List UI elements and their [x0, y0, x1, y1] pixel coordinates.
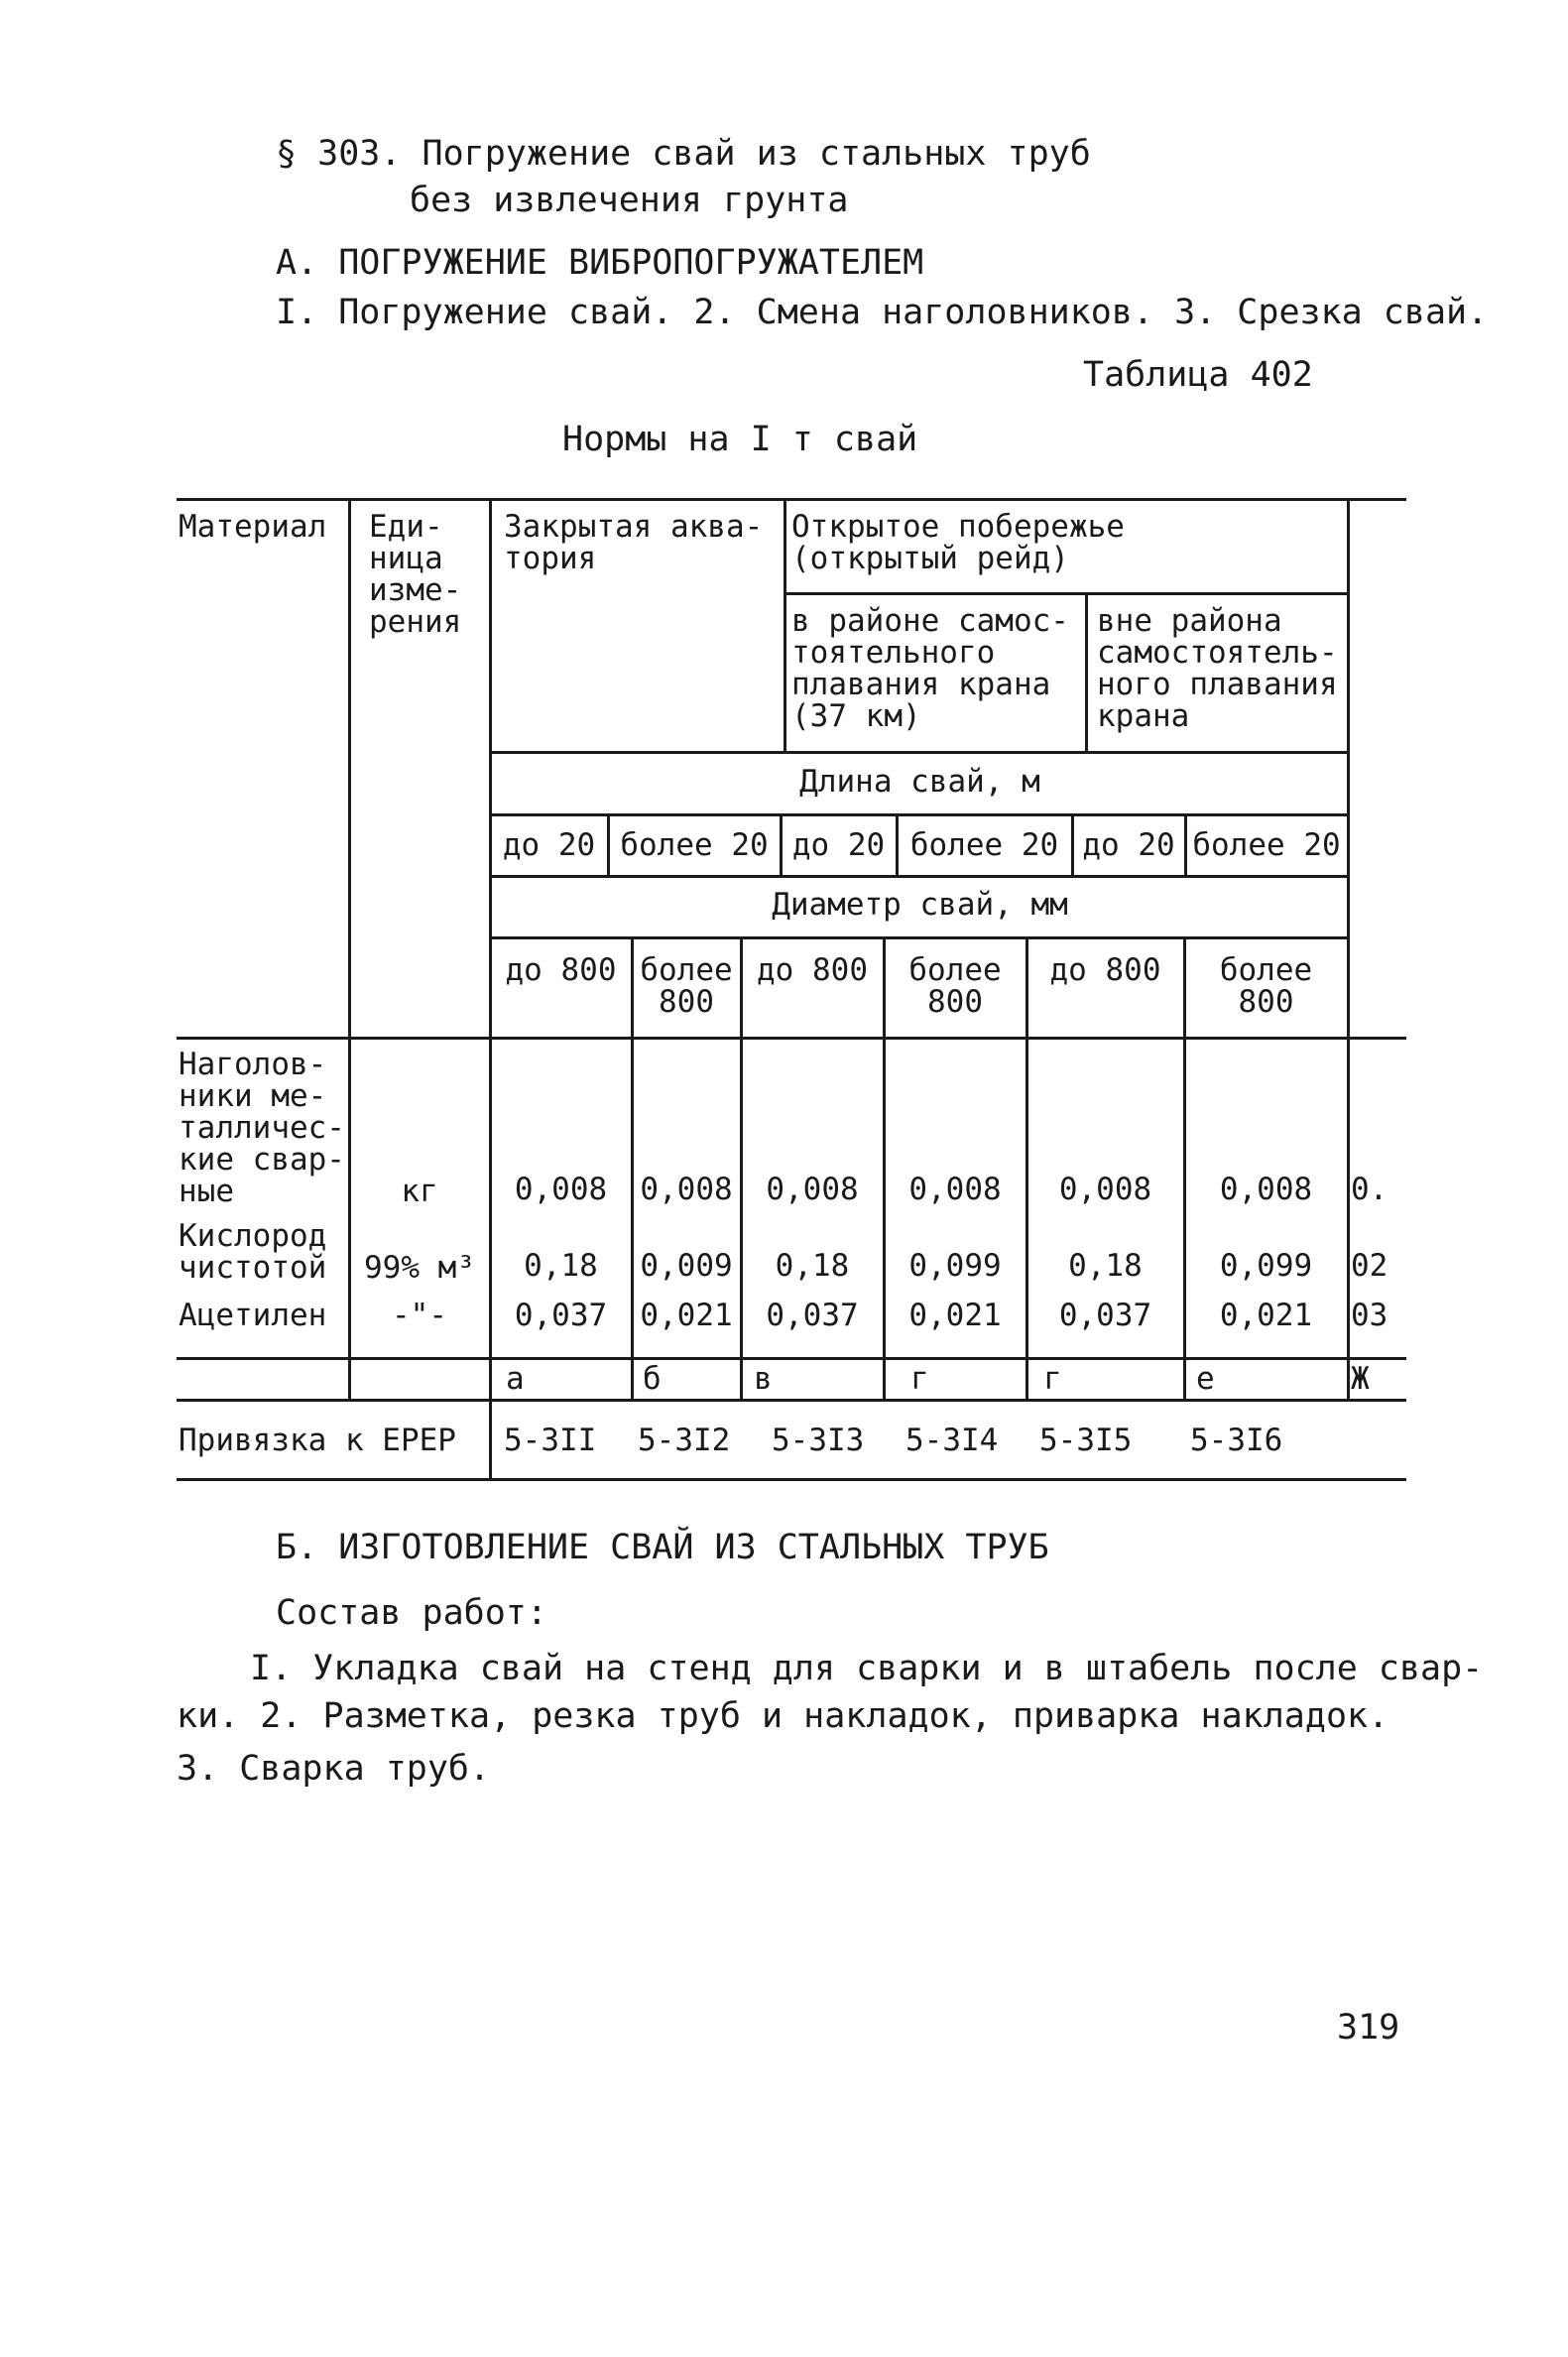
row-value: 0,008: [908, 1172, 1002, 1207]
row-value: 0,021: [908, 1298, 1002, 1333]
row-value: 0,037: [766, 1298, 859, 1333]
row-value: 0,008: [766, 1172, 859, 1207]
column-letter: б: [643, 1361, 662, 1397]
row-unit: 99% м³: [364, 1250, 475, 1286]
binding-code: 5-3I3: [772, 1423, 865, 1458]
row-value: 0,18: [1068, 1248, 1143, 1284]
row-unit: -"-: [392, 1298, 447, 1333]
composition-title: Состав работ:: [276, 1593, 547, 1633]
row-value-cut: 03: [1351, 1298, 1388, 1333]
row-value: 0,099: [908, 1248, 1002, 1284]
row-value-cut: 0.: [1351, 1172, 1388, 1207]
binding-code: 5-3I4: [905, 1423, 999, 1458]
composition-line3: 3. Сварка труб.: [177, 1749, 491, 1789]
part-b-heading: Б. ИЗГОТОВЛЕНИЕ СВАЙ ИЗ СТАЛЬНЫХ ТРУБ: [276, 1528, 1049, 1567]
table-number: Таблица 402: [1083, 355, 1313, 395]
header-pile-length: Длина свай, м: [799, 764, 1040, 800]
row-value: 0,037: [514, 1298, 608, 1333]
page-number: 319: [1337, 2008, 1400, 2047]
binding-code: 5-3I5: [1039, 1423, 1133, 1458]
row-value: 0,021: [640, 1298, 733, 1333]
diameter-label: до 800: [505, 952, 617, 988]
column-letter: Ж: [1351, 1361, 1370, 1397]
diameter-label: до 800: [757, 952, 868, 988]
binding-code: 5-3I2: [638, 1423, 731, 1458]
row-value: 0,021: [1219, 1298, 1313, 1333]
section-title-line1: § 303. Погружение свай из стальных труб: [276, 134, 1091, 174]
row-value: 0,18: [524, 1248, 598, 1284]
composition-line2: ки. 2. Разметка, резка труб и накладок, приварка накладок.: [177, 1696, 1389, 1736]
length-label: более 20: [909, 827, 1059, 863]
header-open-coast: Открытое побережье (открытый рейд): [791, 509, 1125, 576]
header-unit: Еди- ница изме- рения: [369, 509, 462, 640]
row-value: 0,008: [1058, 1172, 1152, 1207]
row-value: 0,099: [1219, 1248, 1313, 1284]
length-label: более 20: [1192, 827, 1341, 863]
binding-label: Привязка к ЕРЕР: [179, 1423, 456, 1458]
norms-caption: Нормы на I т свай: [562, 420, 918, 459]
column-letter: г: [910, 1361, 929, 1397]
composition-line1: I. Укладка свай на стенд для сварки и в штабель после свар-: [250, 1649, 1484, 1688]
part-a-work-composition: I. Погружение свай. 2. Смена наголовников. 3. Срезка свай.: [276, 293, 1489, 332]
row-value: 0,008: [514, 1172, 608, 1207]
header-pile-diameter: Диаметр свай, мм: [772, 887, 1068, 923]
binding-code: 5-3I6: [1190, 1423, 1283, 1458]
header-material: Материал: [179, 509, 327, 545]
part-a-heading: А. ПОГРУЖЕНИЕ ВИБРОПОГРУЖАТЕЛЕМ: [276, 243, 924, 283]
header-in-crane-area: в районе самос- тоятельного плавания крана (37 км): [791, 603, 1069, 734]
length-label: более 20: [620, 827, 769, 863]
row-material: Наголов- ники ме- талличес- кие свар- ные: [179, 1047, 345, 1209]
row-value: 0,037: [1058, 1298, 1152, 1333]
section-title-line2: без извлечения грунта: [410, 181, 849, 220]
diameter-label: до 800: [1049, 952, 1161, 988]
row-value: 0,008: [640, 1172, 733, 1207]
length-label: до 20: [791, 827, 886, 863]
row-material: Кислород чистотой: [179, 1218, 327, 1286]
row-value: 0,18: [775, 1248, 850, 1284]
column-letter: в: [754, 1361, 773, 1397]
binding-code: 5-3II: [504, 1423, 597, 1458]
row-material: Ацетилен: [179, 1298, 327, 1333]
length-label: до 20: [502, 827, 596, 863]
diameter-label: более 800: [640, 952, 733, 1020]
row-value: 0,009: [640, 1248, 733, 1284]
diameter-label: более 800: [908, 952, 1002, 1020]
header-out-crane-area: вне района самостоятель- ного плавания крана: [1097, 603, 1338, 734]
row-unit: кг: [401, 1174, 438, 1209]
row-value-cut: 02: [1351, 1248, 1388, 1284]
diameter-label: более 800: [1219, 952, 1313, 1020]
column-letter: е: [1196, 1361, 1215, 1397]
row-value: 0,008: [1219, 1172, 1313, 1207]
length-label: до 20: [1082, 827, 1175, 863]
column-letter: г: [1043, 1361, 1062, 1397]
header-closed-water: Закрытая аква- тория: [504, 509, 764, 576]
column-letter: а: [506, 1361, 525, 1397]
